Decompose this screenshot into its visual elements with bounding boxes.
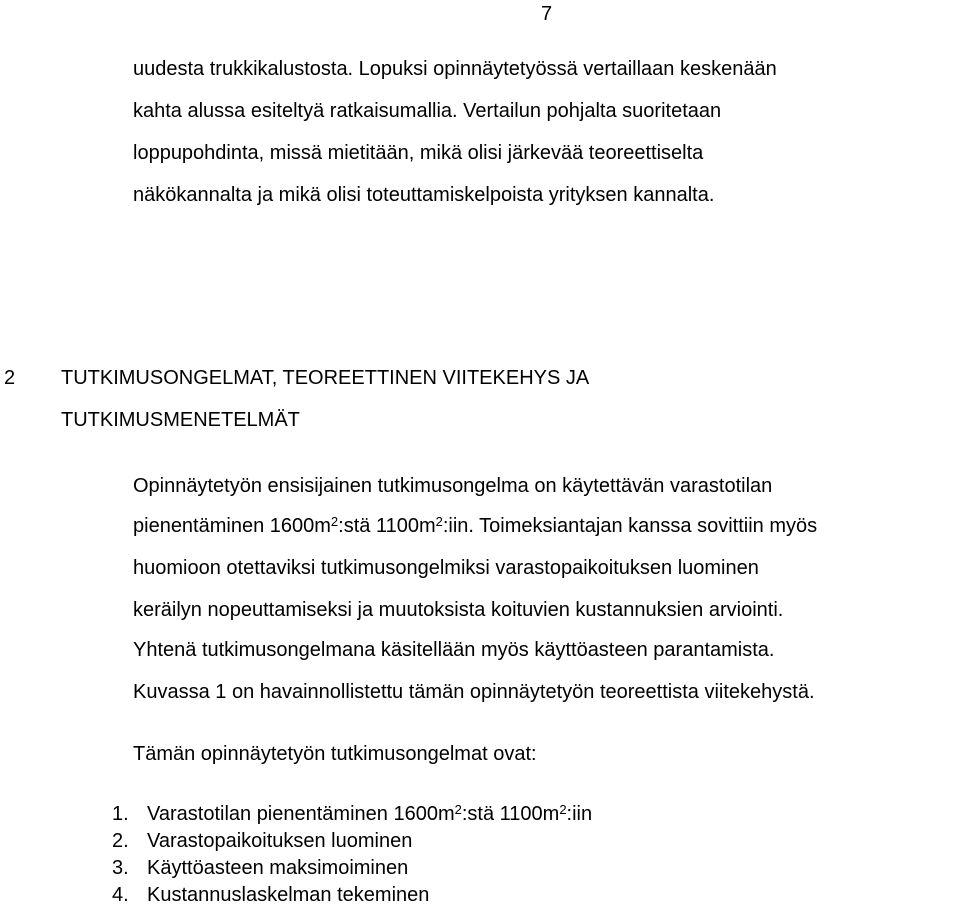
superscript: 2 [435,514,443,529]
intro-line: kahta alussa esiteltyä ratkaisumallia. Vertailun pohjalta suoritetaan [133,100,722,122]
list-number: 1. [112,803,129,825]
list-text: :stä 1100m [461,803,560,825]
intro-line: uudesta trukkikalustosta. Lopuksi opinnäytetyössä vertaillaan keskenään [133,58,777,80]
page-number: 7 [541,3,553,25]
body-text: :iin. Toimeksiantajan kanssa sovittiin myös [442,515,818,537]
body-text: :stä 1100m [338,515,436,537]
body-line: huomioon otettaviksi tutkimusongelmiksi varastopaikoituksen luominen [133,557,759,579]
list-item [112,854,408,882]
body-line: Yhtenä tutkimusongelmana käsitellään myös käyttöasteen parantamista. [133,639,775,661]
list-text: Varastotilan pienentäminen 1600m [147,803,455,825]
superscript: 2 [454,802,462,817]
body-line: Opinnäytetyön ensisijainen tutkimusongelma on käytettävän varastotilan [133,475,773,497]
body-line: Kuvassa 1 on havainnollistettu tämän opinnäytetyön teoreettista viitekehystä. [133,681,815,703]
body-line [133,512,817,540]
section-title-line2: TUTKIMUSMENETELMÄT [61,409,300,431]
list-number: 3. [112,857,129,879]
intro-line: näkökannalta ja mikä olisi toteuttamiskelpoista yrityksen kannalta. [133,184,715,206]
list-item [112,827,412,855]
list-number: 2. [112,830,129,852]
list-intro: Tämän opinnäytetyön tutkimusongelmat ovat: [133,743,537,765]
list-text: Kustannuslaskelman tekeminen [147,884,430,906]
list-text: :iin [566,803,593,825]
list-number: 4. [112,884,129,906]
superscript: 2 [559,802,567,817]
intro-line: loppupohdinta, missä mietitään, mikä olisi järkevää teoreettiselta [133,142,704,164]
list-text: Varastopaikoituksen luominen [147,830,413,852]
superscript: 2 [330,514,339,529]
list-item [112,881,429,909]
section-title-line1: TUTKIMUSONGELMAT, TEOREETTINEN VIITEKEHYS JA [61,367,590,389]
body-text: pienentäminen 1600m [133,515,331,537]
body-line: keräilyn nopeuttamiseksi ja muutoksista koituvien kustannuksien arviointi. [133,599,784,621]
list-text: Käyttöasteen maksimoiminen [147,857,409,879]
list-item [112,800,592,828]
section-number: 2 [4,367,16,389]
